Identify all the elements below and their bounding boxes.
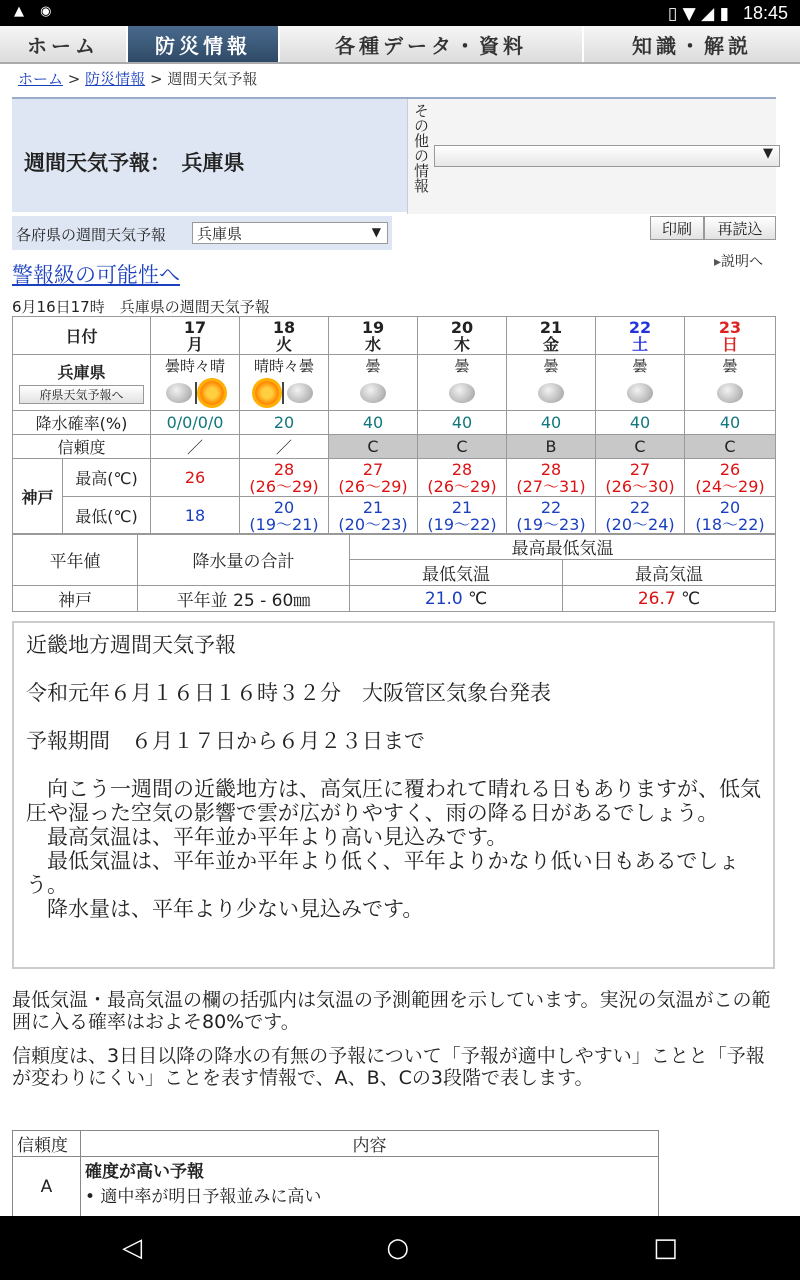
rel-label: 信頼度	[13, 435, 151, 459]
status-left-icons: ▲ ◉	[14, 4, 58, 19]
min-cell: 21 (19～22)	[418, 497, 507, 535]
max-cell: 26	[151, 459, 240, 497]
text-period: 予報期間 ６月１７日から６月２３日まで	[26, 729, 425, 753]
normal-precip: 平年並 25 - 60㎜	[138, 586, 350, 612]
max-cell: 27 (26～30)	[596, 459, 685, 497]
rel-h2: 内容	[81, 1131, 659, 1157]
max-cell: 27 (26～29)	[329, 459, 418, 497]
day-17: 17 月	[151, 317, 240, 355]
day-22: 22 土	[596, 317, 685, 355]
min-cell: 22 (19～23)	[507, 497, 596, 535]
pop-cell: 20	[240, 411, 329, 435]
min-cell: 18	[151, 497, 240, 535]
nav-home[interactable]: ホーム	[0, 26, 128, 62]
back-icon[interactable]: ◁	[122, 1233, 143, 1263]
cloud-icon	[449, 383, 475, 403]
rel-cell: C	[596, 435, 685, 459]
nav-knowledge[interactable]: 知識・解説	[584, 26, 800, 62]
min-cell: 20 (19～21)	[240, 497, 329, 535]
cloud-icon	[717, 383, 743, 403]
crumb-home[interactable]: ホーム	[18, 70, 64, 88]
other-info-panel	[407, 99, 776, 214]
rel-h1: 信頼度	[13, 1131, 81, 1157]
reload-button[interactable]: 再読込	[704, 216, 776, 240]
day-18: 18 火	[240, 317, 329, 355]
day-20: 20 木	[418, 317, 507, 355]
pop-cell: 40	[418, 411, 507, 435]
other-info-select[interactable]	[434, 145, 780, 167]
rel-cell: ／	[151, 435, 240, 459]
min-cell: 20 (18～22)	[685, 497, 776, 535]
day-19: 19 水	[329, 317, 418, 355]
text-para: 最低気温は、平年並か平年より低く、平年よりかなり低い日もあるでしょう。	[26, 849, 740, 897]
sun-icon	[200, 381, 224, 405]
day-23: 23 日	[685, 317, 776, 355]
normal-min-label: 最低気温	[350, 560, 563, 586]
normals-title: 平年値	[13, 534, 138, 586]
crumb-bousai[interactable]: 防災情報	[85, 70, 146, 88]
explain-link[interactable]: ▸説明へ	[714, 254, 764, 270]
notes	[12, 989, 782, 1089]
rel-a-title: 確度が高い予報	[85, 1162, 204, 1182]
rel-a: A	[13, 1157, 81, 1217]
print-button[interactable]: 印刷	[650, 216, 704, 240]
other-info-label: その他の情報	[412, 103, 430, 193]
crumb-current: 週間天気予報	[167, 70, 258, 88]
sun-icon	[255, 381, 279, 405]
wx-cell: 曇	[418, 355, 507, 411]
max-cell: 28 (26～29)	[418, 459, 507, 497]
normals-city: 神戸	[13, 586, 138, 612]
alert-possibility-link[interactable]: 警報級の可能性へ	[12, 263, 180, 287]
region-cell: 兵庫県 府県天気予報へ	[13, 355, 151, 411]
wx-cell: 曇	[329, 355, 418, 411]
text-heading: 近畿地方週間天気予報	[26, 633, 236, 657]
global-nav	[0, 26, 800, 64]
temp-label: 最高最低気温	[350, 534, 776, 560]
crumb-sep: >	[67, 70, 81, 88]
min-label: 最低(℃)	[63, 497, 151, 535]
page-title: 週間天気予報： 兵庫県	[24, 151, 245, 175]
precip-label: 降水量の合計	[138, 534, 350, 586]
max-cell: 28 (26～29)	[240, 459, 329, 497]
cloud-icon	[538, 383, 564, 403]
nav-bousai[interactable]: 防災情報	[128, 26, 280, 62]
min-cell: 22 (20～24)	[596, 497, 685, 535]
rel-cell: C	[685, 435, 776, 459]
max-cell: 26 (24～29)	[685, 459, 776, 497]
pref-select[interactable]: 兵庫県 ▼	[192, 222, 388, 244]
note-range: 最低気温・最高気温の欄の括弧内は気温の予測範囲を示しています。実況の気温がこの範囲に入る確率はおよそ80%です。	[12, 989, 771, 1033]
wx-cell: 曇時々晴	[151, 355, 240, 411]
title-box	[12, 97, 776, 212]
rel-cell: ／	[240, 435, 329, 459]
rel-a-item: • 適中率が明日予報並みに高い	[85, 1187, 322, 1207]
max-cell: 28 (27～31)	[507, 459, 596, 497]
pop-cell: 40	[596, 411, 685, 435]
normal-max-label: 最高気温	[563, 560, 776, 586]
clock: 18:45	[742, 3, 788, 23]
text-para: 降水量は、平年より少ない見込みです。	[26, 897, 424, 921]
wx-cell: 曇	[596, 355, 685, 411]
pop-cell: 40	[329, 411, 418, 435]
text-para: 最高気温は、平年並か平年より高い見込みです。	[26, 825, 508, 849]
status-right-icons: ▯ ▼ ◢ ▮	[667, 3, 729, 24]
day-21: 21 金	[507, 317, 596, 355]
nav-data[interactable]: 各種データ・資料	[280, 26, 584, 62]
note-reliability: 信頼度は、3日目以降の降水の有無の予報について「予報が適中しやすい」ことと「予報が変わりにくい」ことを表す情報で、A、B、Cの3段階で表します。	[12, 1045, 765, 1089]
pref-forecast-button[interactable]: 府県天気予報へ	[19, 385, 144, 404]
normal-max: 26.7 ℃	[563, 586, 776, 612]
wx-cell: 曇	[507, 355, 596, 411]
cloud-icon	[627, 383, 653, 403]
city-label: 神戸	[13, 459, 63, 535]
status-bar	[0, 0, 800, 26]
recents-icon[interactable]: □	[653, 1233, 678, 1263]
cloud-icon	[287, 383, 313, 403]
wx-cell: 晴時々曇	[240, 355, 329, 411]
weekly-forecast-table	[12, 316, 776, 535]
chevron-down-icon: ▼	[763, 146, 773, 161]
triangle-right-icon: ▸	[714, 254, 722, 270]
rel-cell: B	[507, 435, 596, 459]
cloud-icon	[360, 383, 386, 403]
pop-cell: 40	[507, 411, 596, 435]
reliability-table	[12, 1130, 659, 1217]
crumb-sep: >	[149, 70, 163, 88]
issued-time: 6月16日17時 兵庫県の週間天気予報	[12, 298, 270, 316]
rel-cell: C	[329, 435, 418, 459]
regional-forecast-text	[12, 621, 775, 969]
android-nav-bar	[0, 1216, 800, 1280]
text-issued: 令和元年６月１６日１６時３２分 大阪管区気象台発表	[26, 681, 551, 705]
min-cell: 21 (20～23)	[329, 497, 418, 535]
normals-table	[12, 533, 776, 612]
breadcrumb	[18, 68, 257, 89]
normal-min: 21.0 ℃	[350, 586, 563, 612]
pop-cell: 0/0/0/0	[151, 411, 240, 435]
home-icon[interactable]: ○	[386, 1233, 410, 1263]
pop-label: 降水確率(%)	[13, 411, 151, 435]
cloud-icon	[166, 383, 192, 403]
pref-selector-label: 各府県の週間天気予報	[16, 226, 167, 244]
date-header: 日付	[13, 317, 151, 355]
text-para: 向こう一週間の近畿地方は、高気圧に覆われて晴れる日もありますが、低気圧や湿った空気の影響で雲が広がりやすく、雨の降る日があるでしょう。	[26, 777, 761, 825]
chevron-down-icon: ▼	[371, 225, 381, 239]
pref-selector-box	[12, 216, 392, 250]
rel-cell: C	[418, 435, 507, 459]
wx-cell: 曇	[685, 355, 776, 411]
max-label: 最高(℃)	[63, 459, 151, 497]
pop-cell: 40	[685, 411, 776, 435]
